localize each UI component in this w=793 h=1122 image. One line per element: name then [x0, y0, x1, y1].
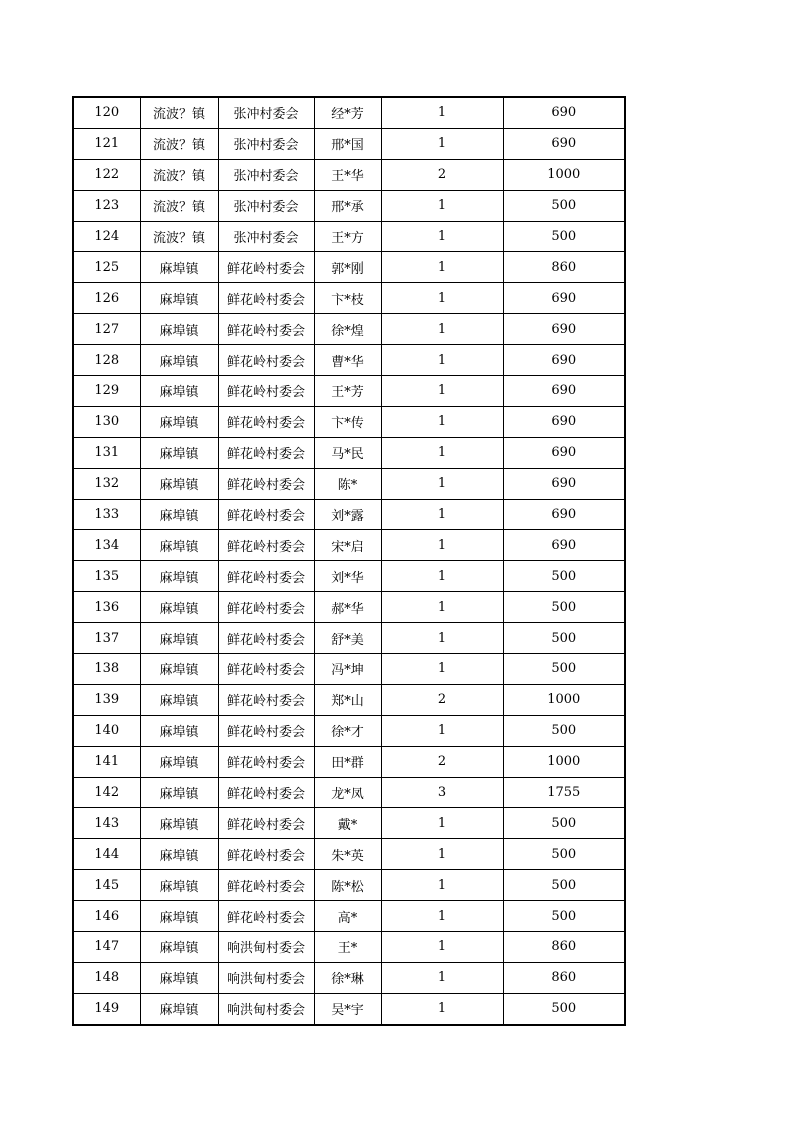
table-row	[73, 901, 625, 932]
amount-cell: 1000	[503, 684, 625, 715]
household-count-cell: 1	[381, 376, 503, 407]
village-committee-cell: 鲜花岭村委会	[218, 376, 314, 407]
town-cell: 麻埠镇	[140, 839, 218, 870]
row-number-cell: 122	[73, 159, 140, 190]
amount-cell: 690	[503, 314, 625, 345]
person-name-cell: 马*民	[314, 437, 381, 468]
amount-cell: 690	[503, 406, 625, 437]
table-row	[73, 684, 625, 715]
household-count-cell: 1	[381, 97, 503, 128]
amount-cell: 860	[503, 252, 625, 283]
household-count-cell: 1	[381, 932, 503, 963]
village-committee-cell: 张冲村委会	[218, 221, 314, 252]
row-number-cell: 125	[73, 252, 140, 283]
household-count-cell: 1	[381, 870, 503, 901]
person-name-cell: 王*	[314, 932, 381, 963]
household-count-cell: 1	[381, 221, 503, 252]
village-committee-cell: 响洪甸村委会	[218, 962, 314, 993]
town-cell: 麻埠镇	[140, 623, 218, 654]
person-name-cell: 舒*美	[314, 623, 381, 654]
person-name-cell: 经*芳	[314, 97, 381, 128]
village-committee-cell: 鲜花岭村委会	[218, 715, 314, 746]
village-committee-cell: 鲜花岭村委会	[218, 808, 314, 839]
town-cell: 麻埠镇	[140, 870, 218, 901]
row-number-cell: 130	[73, 406, 140, 437]
amount-cell: 690	[503, 97, 625, 128]
village-committee-cell: 鲜花岭村委会	[218, 623, 314, 654]
town-cell: 麻埠镇	[140, 561, 218, 592]
amount-cell: 500	[503, 993, 625, 1024]
person-name-cell: 陈*	[314, 468, 381, 499]
household-count-cell: 1	[381, 962, 503, 993]
table-row	[73, 870, 625, 901]
amount-cell: 500	[503, 839, 625, 870]
town-cell: 麻埠镇	[140, 530, 218, 561]
person-name-cell: 陈*松	[314, 870, 381, 901]
village-committee-cell: 鲜花岭村委会	[218, 345, 314, 376]
village-committee-cell: 鲜花岭村委会	[218, 283, 314, 314]
row-number-cell: 145	[73, 870, 140, 901]
household-count-cell: 2	[381, 746, 503, 777]
household-count-cell: 2	[381, 159, 503, 190]
row-number-cell: 138	[73, 654, 140, 685]
amount-cell: 690	[503, 468, 625, 499]
table-row	[73, 623, 625, 654]
table-row	[73, 283, 625, 314]
village-committee-cell: 鲜花岭村委会	[218, 406, 314, 437]
amount-cell: 690	[503, 128, 625, 159]
table-row	[73, 376, 625, 407]
amount-cell: 690	[503, 345, 625, 376]
table-row	[73, 97, 625, 128]
person-name-cell: 王*华	[314, 159, 381, 190]
town-cell: 麻埠镇	[140, 252, 218, 283]
amount-cell: 690	[503, 437, 625, 468]
household-count-cell: 1	[381, 808, 503, 839]
household-count-cell: 1	[381, 437, 503, 468]
household-count-cell: 1	[381, 592, 503, 623]
village-committee-cell: 鲜花岭村委会	[218, 839, 314, 870]
person-name-cell: 朱*英	[314, 839, 381, 870]
table-row	[73, 746, 625, 777]
row-number-cell: 132	[73, 468, 140, 499]
amount-cell: 500	[503, 654, 625, 685]
household-count-cell: 1	[381, 314, 503, 345]
person-name-cell: 刘*华	[314, 561, 381, 592]
town-cell: 麻埠镇	[140, 345, 218, 376]
amount-cell: 500	[503, 808, 625, 839]
table-row	[73, 128, 625, 159]
town-cell: 麻埠镇	[140, 406, 218, 437]
person-name-cell: 王*芳	[314, 376, 381, 407]
row-number-cell: 120	[73, 97, 140, 128]
person-name-cell: 吴*宇	[314, 993, 381, 1024]
village-committee-cell: 鲜花岭村委会	[218, 592, 314, 623]
row-number-cell: 129	[73, 376, 140, 407]
village-committee-cell: 鲜花岭村委会	[218, 746, 314, 777]
village-committee-cell: 鲜花岭村委会	[218, 901, 314, 932]
town-cell: 麻埠镇	[140, 283, 218, 314]
row-number-cell: 121	[73, 128, 140, 159]
town-cell: 麻埠镇	[140, 376, 218, 407]
row-number-cell: 136	[73, 592, 140, 623]
amount-cell: 690	[503, 499, 625, 530]
town-cell: 麻埠镇	[140, 684, 218, 715]
row-number-cell: 137	[73, 623, 140, 654]
table-row	[73, 159, 625, 190]
village-committee-cell: 鲜花岭村委会	[218, 468, 314, 499]
table-row	[73, 962, 625, 993]
person-name-cell: 徐*琳	[314, 962, 381, 993]
amount-cell: 860	[503, 962, 625, 993]
row-number-cell: 135	[73, 561, 140, 592]
amount-cell: 500	[503, 592, 625, 623]
amount-cell: 1755	[503, 777, 625, 808]
household-count-cell: 3	[381, 777, 503, 808]
table-row	[73, 468, 625, 499]
row-number-cell: 139	[73, 684, 140, 715]
row-number-cell: 123	[73, 190, 140, 221]
table-row	[73, 406, 625, 437]
table-row	[73, 808, 625, 839]
table-row	[73, 592, 625, 623]
roster-table	[72, 96, 626, 1026]
town-cell: 麻埠镇	[140, 499, 218, 530]
person-name-cell: 邢*承	[314, 190, 381, 221]
amount-cell: 500	[503, 715, 625, 746]
village-committee-cell: 张冲村委会	[218, 190, 314, 221]
row-number-cell: 149	[73, 993, 140, 1024]
village-committee-cell: 鲜花岭村委会	[218, 561, 314, 592]
village-committee-cell: 鲜花岭村委会	[218, 252, 314, 283]
table-row	[73, 715, 625, 746]
row-number-cell: 134	[73, 530, 140, 561]
village-committee-cell: 张冲村委会	[218, 97, 314, 128]
table-row	[73, 437, 625, 468]
village-committee-cell: 鲜花岭村委会	[218, 777, 314, 808]
person-name-cell: 曹*华	[314, 345, 381, 376]
person-name-cell: 宋*启	[314, 530, 381, 561]
row-number-cell: 127	[73, 314, 140, 345]
person-name-cell: 冯*坤	[314, 654, 381, 685]
town-cell: 流波？镇	[140, 221, 218, 252]
person-name-cell: 王*方	[314, 221, 381, 252]
town-cell: 流波？镇	[140, 190, 218, 221]
town-cell: 流波？镇	[140, 159, 218, 190]
row-number-cell: 143	[73, 808, 140, 839]
person-name-cell: 郑*山	[314, 684, 381, 715]
table-row	[73, 530, 625, 561]
household-count-cell: 1	[381, 993, 503, 1024]
amount-cell: 500	[503, 190, 625, 221]
row-number-cell: 144	[73, 839, 140, 870]
person-name-cell: 卞*传	[314, 406, 381, 437]
town-cell: 麻埠镇	[140, 932, 218, 963]
village-committee-cell: 鲜花岭村委会	[218, 684, 314, 715]
table-row	[73, 561, 625, 592]
row-number-cell: 148	[73, 962, 140, 993]
household-count-cell: 1	[381, 252, 503, 283]
town-cell: 麻埠镇	[140, 437, 218, 468]
table-row	[73, 221, 625, 252]
amount-cell: 500	[503, 901, 625, 932]
amount-cell: 690	[503, 283, 625, 314]
village-committee-cell: 张冲村委会	[218, 159, 314, 190]
town-cell: 麻埠镇	[140, 654, 218, 685]
person-name-cell: 郭*刚	[314, 252, 381, 283]
amount-cell: 1000	[503, 159, 625, 190]
table-row	[73, 839, 625, 870]
table-row	[73, 932, 625, 963]
household-count-cell: 1	[381, 530, 503, 561]
person-name-cell: 邢*国	[314, 128, 381, 159]
table-row	[73, 345, 625, 376]
person-name-cell: 龙*凤	[314, 777, 381, 808]
row-number-cell: 140	[73, 715, 140, 746]
town-cell: 流波？镇	[140, 97, 218, 128]
household-count-cell: 1	[381, 839, 503, 870]
town-cell: 麻埠镇	[140, 314, 218, 345]
row-number-cell: 128	[73, 345, 140, 376]
village-committee-cell: 响洪甸村委会	[218, 993, 314, 1024]
household-count-cell: 1	[381, 468, 503, 499]
amount-cell: 500	[503, 221, 625, 252]
person-name-cell: 刘*露	[314, 499, 381, 530]
table-row	[73, 499, 625, 530]
town-cell: 麻埠镇	[140, 808, 218, 839]
town-cell: 麻埠镇	[140, 592, 218, 623]
household-count-cell: 1	[381, 715, 503, 746]
table-row	[73, 777, 625, 808]
town-cell: 麻埠镇	[140, 993, 218, 1024]
roster-body	[73, 97, 625, 1025]
person-name-cell: 郝*华	[314, 592, 381, 623]
household-count-cell: 2	[381, 684, 503, 715]
village-committee-cell: 鲜花岭村委会	[218, 499, 314, 530]
village-committee-cell: 鲜花岭村委会	[218, 870, 314, 901]
person-name-cell: 徐*才	[314, 715, 381, 746]
person-name-cell: 戴*	[314, 808, 381, 839]
town-cell: 麻埠镇	[140, 777, 218, 808]
household-count-cell: 1	[381, 190, 503, 221]
row-number-cell: 131	[73, 437, 140, 468]
household-count-cell: 1	[381, 901, 503, 932]
household-count-cell: 1	[381, 623, 503, 654]
village-committee-cell: 张冲村委会	[218, 128, 314, 159]
row-number-cell: 126	[73, 283, 140, 314]
town-cell: 麻埠镇	[140, 746, 218, 777]
amount-cell: 690	[503, 530, 625, 561]
table-row	[73, 314, 625, 345]
town-cell: 麻埠镇	[140, 715, 218, 746]
table-row	[73, 654, 625, 685]
amount-cell: 500	[503, 561, 625, 592]
row-number-cell: 124	[73, 221, 140, 252]
town-cell: 麻埠镇	[140, 962, 218, 993]
amount-cell: 690	[503, 376, 625, 407]
household-count-cell: 1	[381, 283, 503, 314]
household-count-cell: 1	[381, 345, 503, 376]
amount-cell: 860	[503, 932, 625, 963]
amount-cell: 1000	[503, 746, 625, 777]
row-number-cell: 133	[73, 499, 140, 530]
row-number-cell: 141	[73, 746, 140, 777]
amount-cell: 500	[503, 623, 625, 654]
person-name-cell: 卞*枝	[314, 283, 381, 314]
village-committee-cell: 鲜花岭村委会	[218, 314, 314, 345]
household-count-cell: 1	[381, 499, 503, 530]
row-number-cell: 147	[73, 932, 140, 963]
table-row	[73, 190, 625, 221]
household-count-cell: 1	[381, 406, 503, 437]
village-committee-cell: 响洪甸村委会	[218, 932, 314, 963]
amount-cell: 500	[503, 870, 625, 901]
village-committee-cell: 鲜花岭村委会	[218, 654, 314, 685]
household-count-cell: 1	[381, 561, 503, 592]
table-row	[73, 252, 625, 283]
town-cell: 麻埠镇	[140, 901, 218, 932]
row-number-cell: 142	[73, 777, 140, 808]
row-number-cell: 146	[73, 901, 140, 932]
household-count-cell: 1	[381, 128, 503, 159]
household-count-cell: 1	[381, 654, 503, 685]
person-name-cell: 高*	[314, 901, 381, 932]
town-cell: 麻埠镇	[140, 468, 218, 499]
town-cell: 流波？镇	[140, 128, 218, 159]
person-name-cell: 田*群	[314, 746, 381, 777]
table-row	[73, 993, 625, 1024]
village-committee-cell: 鲜花岭村委会	[218, 530, 314, 561]
village-committee-cell: 鲜花岭村委会	[218, 437, 314, 468]
person-name-cell: 徐*煌	[314, 314, 381, 345]
